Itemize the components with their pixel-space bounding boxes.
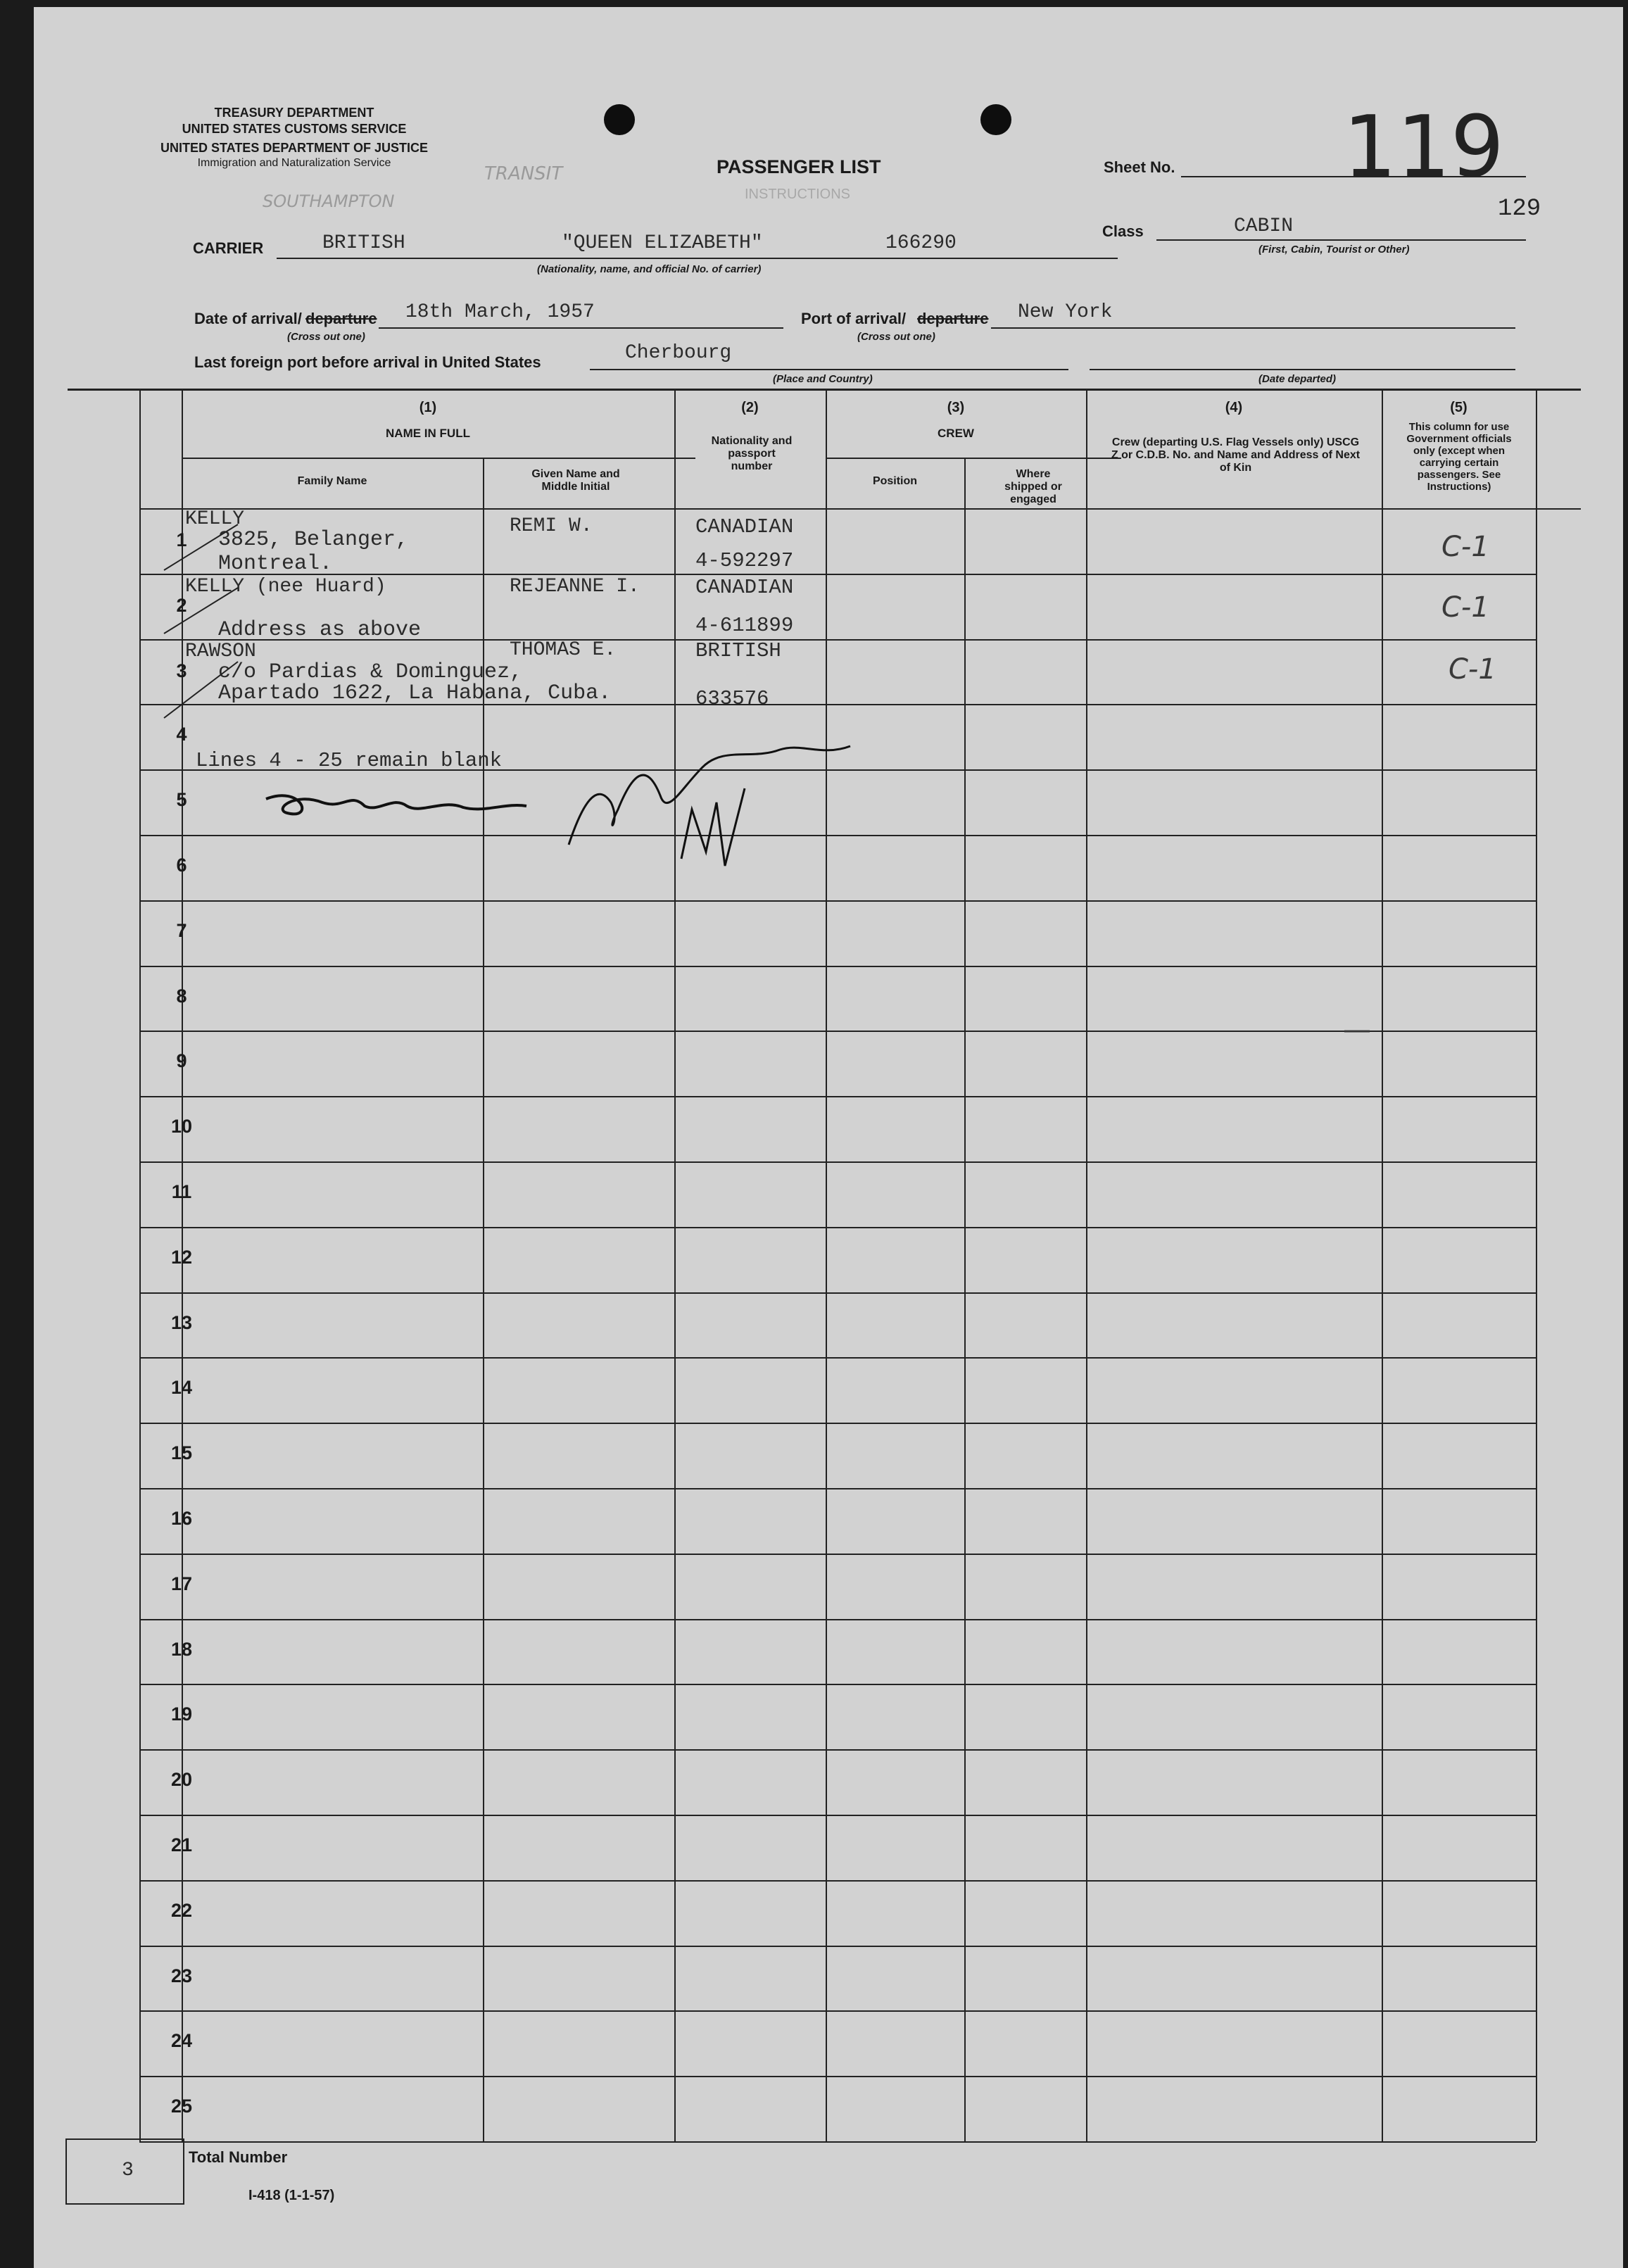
row-divider [139, 1096, 1536, 1097]
col2-col3-divider [826, 389, 827, 2141]
row-divider [139, 1161, 1536, 1163]
col1-number: (1) [419, 400, 437, 415]
carrier-caption: (Nationality, name, and official No. of carrier) [537, 263, 762, 275]
entry-3-address-1: c/o Pardias & Dominguez, [218, 660, 523, 684]
col3-where-header: Where shipped or engaged [1004, 468, 1062, 505]
punch-hole-left [604, 104, 635, 135]
last-port-value: Cherbourg [625, 342, 732, 364]
row-divider [139, 1946, 1536, 1947]
date-line [379, 327, 783, 329]
row-number: 15 [170, 1442, 193, 1464]
col1-family-header: Family Name [297, 475, 367, 487]
row-divider [139, 900, 1536, 902]
row-divider [139, 1880, 1536, 1882]
row-number: 11 [171, 1181, 192, 1202]
blank-lines-note: Lines 4 - 25 remain blank [196, 749, 503, 772]
official-mark-row-2: C-1 [1441, 591, 1489, 624]
handwritten-signature-1 [259, 771, 541, 827]
handwritten-sheet-number: 119 [1343, 99, 1505, 196]
class-caption: (First, Cabin, Tourist or Other) [1258, 244, 1410, 256]
row-number: 4 [176, 724, 187, 745]
col3-position-header: Position [872, 475, 918, 487]
total-number-value: 3 [122, 2160, 134, 2181]
row-divider [139, 1227, 1536, 1228]
port-line [991, 327, 1515, 329]
entry-3-given: THOMAS E. [510, 639, 617, 661]
entry-3-passport: 633576 [695, 687, 769, 710]
row-divider [139, 1554, 1536, 1555]
row-divider [139, 574, 1536, 575]
row-number: 24 [170, 2030, 193, 2052]
date-caption: (Cross out one) [287, 331, 365, 343]
col4-col5-divider [1382, 389, 1383, 2141]
ghost-text: INSTRUCTIONS [745, 187, 850, 202]
row-2-check [164, 588, 238, 634]
agency-line-4: Immigration and Naturalization Service [197, 157, 391, 169]
row-number: 6 [176, 855, 187, 876]
row-number: 18 [170, 1638, 193, 1660]
col3-number: (3) [947, 400, 965, 415]
table-right-border [1536, 389, 1537, 2141]
handwritten-transit: TRANSIT [484, 163, 563, 184]
row-divider [139, 1292, 1536, 1294]
agency-line-2: UNITED STATES CUSTOMS SERVICE [182, 122, 407, 136]
sheet-label: Sheet No. [1104, 158, 1175, 176]
col1-col2-divider [674, 389, 676, 2141]
class-label: Class [1102, 222, 1144, 240]
row-number: 23 [170, 1965, 193, 1986]
entry-2-nationality: CANADIAN [695, 576, 794, 599]
table-top-border [68, 389, 1581, 391]
row-divider [139, 1684, 1536, 1685]
row-1-check [164, 524, 238, 570]
row-number: 22 [170, 1899, 193, 1921]
col4-number: (4) [1225, 400, 1243, 415]
punch-hole-right [980, 104, 1011, 135]
handwritten-southampton: SOUTHAMPTON [263, 191, 395, 211]
col4-title: Crew (departing U.S. Flag Vessels only) USCG Z or C.D.B. No. and Name and Address of Next of Kin [1111, 436, 1361, 474]
col5-number: (5) [1450, 400, 1468, 415]
row-number: 7 [176, 919, 187, 941]
row-number: 10 [170, 1116, 193, 1138]
date-departed-line [1090, 369, 1515, 370]
row-divider [139, 966, 1536, 967]
carrier-label: CARRIER [193, 239, 264, 257]
stamp-number: 129 [1498, 196, 1541, 222]
entry-3-surname: RAWSON [185, 641, 256, 662]
row-number: 19 [170, 1703, 193, 1725]
official-mark-row-1: C-1 [1441, 531, 1489, 563]
header-bottom-border [139, 508, 1581, 510]
row-number: 17 [170, 1573, 193, 1594]
row-divider [139, 2076, 1536, 2077]
carrier-number: 166290 [885, 232, 957, 254]
subheader-divider-3 [826, 458, 1121, 459]
last-port-line [590, 369, 1068, 370]
row-number: 21 [170, 1834, 193, 1856]
row-divider [139, 2010, 1536, 2012]
entry-1-nationality: CANADIAN [695, 515, 794, 538]
entry-1-passport: 4-592297 [695, 549, 794, 572]
row-divider [139, 1815, 1536, 1816]
row-number: 1 [176, 529, 187, 550]
row-divider [139, 1488, 1536, 1489]
row-number: 14 [170, 1377, 193, 1399]
row-number: 25 [170, 2096, 193, 2117]
carrier-line [277, 258, 1118, 259]
row-number: 12 [170, 1246, 193, 1268]
row-number: 5 [176, 789, 187, 811]
date-struck: departure [305, 310, 377, 327]
col2-number: (2) [741, 400, 759, 415]
col5-title: This column for use Government officials only (except when carrying certain passengers. See Instructions) [1406, 421, 1512, 493]
row-check-strokes [160, 521, 245, 725]
passenger-list-page [34, 7, 1623, 2268]
col3-col4-divider [1086, 389, 1087, 2141]
agency-line-1: TREASURY DEPARTMENT [214, 106, 374, 120]
row-divider [139, 1749, 1536, 1751]
family-given-divider [483, 458, 484, 2141]
port-struck: departure [917, 310, 989, 327]
row-divider [139, 1357, 1536, 1359]
port-label: Port of arrival/ [801, 310, 907, 327]
subheader-divider-1 [182, 458, 695, 459]
entry-1-given: REMI W. [510, 515, 593, 537]
entry-2-given: REJEANNE I. [510, 576, 640, 598]
row-number: 16 [170, 1508, 193, 1529]
col2-title: Nationality and passport number [711, 435, 793, 472]
col1-title: NAME IN FULL [386, 427, 470, 440]
entry-3-nationality: BRITISH [695, 639, 781, 662]
agency-line-3: UNITED STATES DEPARTMENT OF JUSTICE [160, 141, 428, 155]
entry-1-address-1: 3825, Belanger, [218, 528, 409, 552]
carrier-nationality: BRITISH [322, 232, 405, 254]
row-divider [139, 1619, 1536, 1620]
place-caption: (Place and Country) [773, 373, 873, 385]
entry-2-address-2: Address as above [218, 618, 422, 642]
date-departed-caption: (Date departed) [1258, 373, 1337, 385]
entry-1-address-2: Montreal. [218, 552, 333, 576]
last-port-label: Last foreign port before arrival in United States [194, 353, 541, 371]
form-number: I-418 (1-1-57) [248, 2188, 335, 2203]
row-divider [139, 1031, 1536, 1032]
row-number: 13 [170, 1311, 193, 1333]
col1-given-header: Given Name and Middle Initial [531, 468, 620, 493]
handwritten-crew-tick: — [1343, 1014, 1371, 1046]
row-number: 9 [176, 1050, 187, 1072]
row-number: 20 [170, 1769, 193, 1791]
entry-2-passport: 4-611899 [695, 614, 794, 637]
carrier-name: "QUEEN ELIZABETH" [562, 232, 763, 254]
document-title: PASSENGER LIST [717, 156, 881, 177]
row-divider [139, 1423, 1536, 1424]
official-mark-row-3: C-1 [1449, 653, 1496, 686]
total-number-label: Total Number [189, 2148, 288, 2166]
date-value: 18th March, 1957 [405, 301, 595, 323]
class-line [1156, 239, 1526, 241]
class-value: CABIN [1234, 215, 1294, 237]
entry-2-surname: KELLY (nee Huard) [185, 576, 386, 598]
port-value: New York [1018, 301, 1113, 323]
date-label: Date of arrival/ [194, 310, 302, 327]
entry-3-address-2: Apartado 1622, La Habana, Cuba. [218, 681, 612, 705]
handwritten-signature-2 [541, 718, 907, 887]
table-left-border [139, 389, 141, 2141]
port-caption: (Cross out one) [857, 331, 935, 343]
row-number: 8 [176, 985, 187, 1007]
row-number: 3 [176, 660, 187, 681]
position-where-divider [964, 458, 966, 2141]
row-3-check [164, 662, 238, 718]
row-number: 2 [176, 594, 187, 616]
col3-title: CREW [938, 427, 974, 440]
entry-1-surname: KELLY [185, 508, 245, 530]
row-divider [139, 2141, 1536, 2143]
